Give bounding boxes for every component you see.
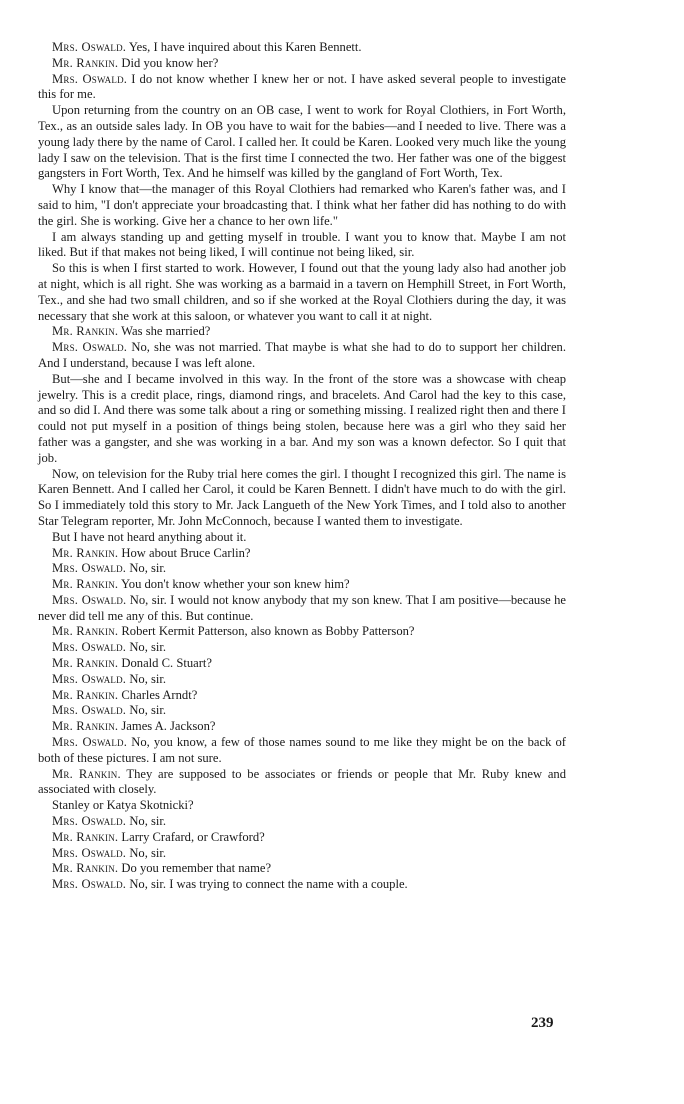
testimony-text: No, sir. I would not know anybody that my son knew. That I am positive—because he never did tell me any of this. But continue. — [38, 592, 566, 623]
speaker-label: Mrs. Oswald. — [52, 845, 127, 860]
speaker-label: Mr. Rankin. — [52, 577, 119, 592]
speaker-label: Mr. Rankin. — [52, 656, 119, 671]
testimony-text: No, sir. — [129, 671, 167, 686]
testimony-text: No, sir. — [129, 814, 167, 829]
testimony-text: Charles Arndt? — [121, 687, 198, 702]
transcript-paragraph — [38, 530, 566, 546]
speaker-label: Mrs. Oswald. — [52, 71, 128, 86]
testimony-text: Yes, I have inquired about this Karen Bennett. — [128, 40, 362, 54]
transcript-paragraph — [38, 688, 566, 704]
transcript-paragraph — [38, 340, 566, 372]
testimony-text: No, sir. — [129, 845, 167, 860]
transcript-paragraph — [38, 56, 566, 72]
transcript-paragraph — [38, 861, 566, 877]
speaker-label: Mr. Rankin. — [52, 545, 119, 560]
testimony-text: No, you know, a few of those names sound to me like they might be on the back of both of these pictures. I am not sure. — [38, 735, 566, 765]
transcript-paragraph — [38, 261, 566, 324]
transcript-paragraph — [38, 846, 566, 862]
speaker-label: Mrs. Oswald. — [52, 561, 127, 576]
transcript-paragraph — [38, 103, 566, 182]
transcript-paragraph — [38, 767, 566, 799]
speaker-label: Mr. Rankin. — [52, 766, 121, 781]
transcript-paragraph — [38, 719, 566, 735]
testimony-text: Larry Crafard, or Crawford? — [121, 829, 265, 844]
transcript-page — [38, 40, 566, 893]
transcript-paragraph — [38, 230, 566, 262]
testimony-text: So this is when I first started to work. However, I found out that the young lady also had another job at night, which is all right. She was working as a barmaid in a tavern on Hemphill Street, in Fort Worth, Tex., and she had two small children, and so if she worked at the Royal Clothiers during the day, it was necessary that she work at this saloon, or whatever you want to call it at night. — [38, 261, 566, 323]
speaker-label: Mr. Rankin. — [52, 624, 119, 639]
testimony-text: Robert Kermit Patterson, also known as Bobby Patterson? — [121, 624, 415, 639]
transcript-paragraph — [38, 814, 566, 830]
speaker-label: Mr. Rankin. — [52, 687, 119, 702]
transcript-paragraph — [38, 703, 566, 719]
speaker-label: Mrs. Oswald. — [52, 640, 127, 655]
speaker-label: Mr. Rankin. — [52, 861, 119, 876]
transcript-paragraph — [38, 467, 566, 530]
testimony-text: No, sir. — [129, 703, 167, 718]
transcript-paragraph — [38, 672, 566, 688]
transcript-paragraph — [38, 561, 566, 577]
testimony-text: James A. Jackson? — [121, 719, 216, 734]
transcript-paragraph — [38, 546, 566, 562]
transcript-paragraph — [38, 735, 566, 767]
transcript-paragraph — [38, 182, 566, 229]
speaker-label: Mrs. Oswald. — [52, 877, 127, 892]
speaker-label: Mrs. Oswald. — [52, 592, 127, 607]
speaker-label: Mrs. Oswald. — [52, 340, 128, 355]
testimony-text: Why I know that—the manager of this Royal Clothiers had remarked who Karen's father was, and I said to him, "I don't appreciate your broadcasting that. I think what her father did has nothing to do with the girl. She is working. Give her a chance to her own life." — [38, 182, 566, 228]
testimony-text: No, she was not married. That maybe is what she had to do to support her children. And I understand, because I was left alone. — [38, 340, 566, 370]
speaker-label: Mrs. Oswald. — [52, 814, 127, 829]
speaker-label: Mrs. Oswald. — [52, 703, 127, 718]
testimony-text: I am always standing up and getting myself in trouble. I want you to know that. Maybe I am not liked. But if that makes not being liked, I will continue not being liked, sir. — [38, 229, 566, 260]
transcript-paragraph — [38, 877, 566, 893]
testimony-text: Now, on television for the Ruby trial here comes the girl. I thought I recognized this girl. The name is Karen Bennett. And I called her Carol, it could be Karen Bennett. I didn't have much to do with the girl. So I immediately told this story to Mr. Jack Langueth of the New York Times, and I told also to another Star Telegram reporter, Mr. John McConnoch, because I wanted them to investigate. — [38, 466, 566, 528]
testimony-text: No, sir. — [129, 561, 167, 576]
testimony-text: But I have not heard anything about it. — [52, 529, 247, 544]
testimony-text: Donald C. Stuart? — [121, 656, 212, 671]
testimony-text: Did you know her? — [121, 55, 219, 70]
testimony-text: No, sir. I was trying to connect the name with a couple. — [129, 877, 408, 892]
transcript-paragraph — [38, 593, 566, 625]
testimony-text: Was she married? — [121, 324, 211, 339]
transcript-paragraph — [38, 624, 566, 640]
page-number: 239 — [531, 1015, 554, 1031]
transcript-paragraph — [38, 798, 566, 814]
speaker-label: Mrs. Oswald. — [52, 735, 128, 750]
speaker-label: Mrs. Oswald. — [52, 40, 127, 54]
transcript-paragraph — [38, 72, 566, 104]
transcript-paragraph — [38, 324, 566, 340]
testimony-text: Stanley or Katya Skotnicki? — [52, 798, 194, 813]
speaker-label: Mr. Rankin. — [52, 719, 119, 734]
testimony-text: Do you remember that name? — [121, 861, 272, 876]
transcript-paragraph — [38, 656, 566, 672]
speaker-label: Mr. Rankin. — [52, 55, 119, 70]
testimony-text: You don't know whether your son knew him? — [120, 577, 350, 592]
transcript-paragraph — [38, 640, 566, 656]
testimony-text: I do not know whether I knew her or not. I have asked several people to investigate this for me. — [38, 71, 567, 102]
testimony-text: They are supposed to be associates or friends or people that Mr. Ruby knew and associated with closely. — [38, 766, 567, 797]
transcript-paragraph — [38, 577, 566, 593]
testimony-text: Upon returning from the country on an OB case, I went to work for Royal Clothiers, in Fort Worth, Tex., as an outside sales lady. In OB you have to wait for the babies—and I needed to live. There was a young lady there by the name of Carol. I called her. It could be Karen. Looked very much like the young lady I saw on the television. That is the first time I connected the two. Her father was one of the biggest gangsters in Fort Worth, Tex. And he himself was killed by the gangland of Fort Worth, Tex. — [38, 103, 566, 181]
speaker-label: Mr. Rankin. — [52, 324, 119, 339]
transcript-paragraph — [38, 830, 566, 846]
transcript-paragraph — [38, 40, 566, 56]
testimony-text: But—she and I became involved in this way. In the front of the store was a showcase with cheap jewelry. This is a credit place, rings, diamond rings, and bracelets. And Carol had the key to this case, and so did I. And there was some talk about a ring or something missing. I realized right then and there I could not put myself in a position of things being stolen, because here was a girl who they said her father was a gangster, and she was working in a bar. And my son was a known defector. So I quit that job. — [38, 371, 566, 465]
testimony-text: How about Bruce Carlin? — [121, 545, 251, 560]
transcript-paragraph — [38, 372, 566, 467]
speaker-label: Mrs. Oswald. — [52, 671, 127, 686]
speaker-label: Mr. Rankin. — [52, 829, 119, 844]
testimony-text: No, sir. — [129, 640, 167, 655]
